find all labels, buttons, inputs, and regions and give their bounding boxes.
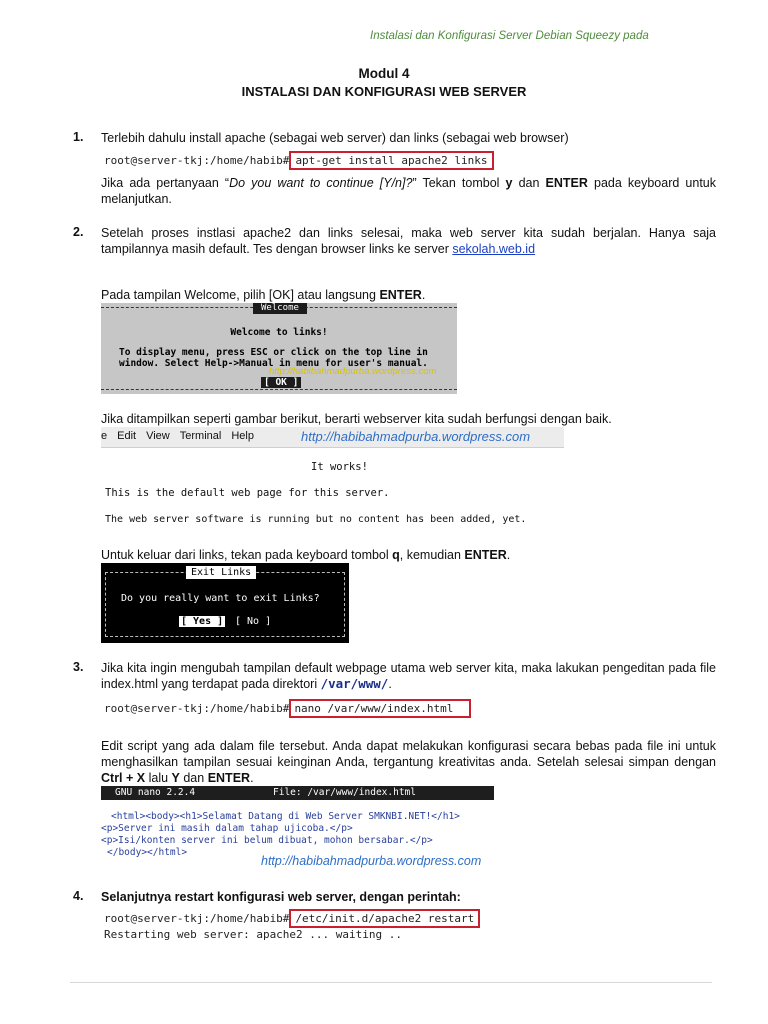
server-link[interactable]: sekolah.web.id bbox=[452, 242, 536, 256]
step-3-text bbox=[101, 660, 716, 692]
edit-instruction bbox=[101, 738, 716, 786]
note-text: pada keyboard untuk melanjutkan. bbox=[101, 176, 716, 206]
key-y: y bbox=[505, 176, 513, 190]
step-3-command-line bbox=[104, 699, 471, 718]
watermark: http://habibahmadpurba.wordpress.com bbox=[261, 854, 482, 868]
it-works-screenshot bbox=[101, 427, 564, 533]
links-welcome-screenshot bbox=[101, 303, 457, 394]
key-y: Y bbox=[171, 771, 180, 785]
exit-links-screenshot bbox=[101, 563, 349, 643]
step-2-number: 2. bbox=[73, 225, 84, 239]
step-1-command-line bbox=[104, 151, 494, 170]
nano-file: File: /var/www/index.html bbox=[273, 787, 416, 798]
code-line: <html><body><h1>Selamat Datang di Web Server SMKNBI.NET!</h1> bbox=[111, 811, 460, 822]
step-1-text: Terlebih dahulu install apache (sebagai web server) dan links (sebagai web browser) bbox=[101, 131, 569, 145]
exit-question: Do you really want to exit Links? bbox=[121, 593, 320, 604]
code-line: <p>Isi/konten server ini belum dibuat, mohon bersabar.</p> bbox=[101, 835, 433, 846]
highlighted-command: apt-get install apache2 links bbox=[289, 151, 493, 170]
step-3-number: 3. bbox=[73, 660, 84, 674]
note-text: dan bbox=[512, 176, 546, 190]
module-number: Modul 4 bbox=[358, 66, 410, 81]
module-title: INSTALASI DAN KONFIGURASI WEB SERVER bbox=[241, 84, 527, 99]
note-question: Do you want to continue [Y/n]? bbox=[229, 176, 413, 190]
watermark: http://habibahmadpurba.wordpress.com bbox=[269, 366, 437, 377]
directory-path: /var/www/ bbox=[320, 676, 389, 691]
dialog-border-left bbox=[105, 572, 106, 637]
text: . bbox=[388, 677, 392, 691]
welcome-line: window. Select Help->Manual in menu for user's manual. bbox=[119, 358, 428, 369]
text: Untuk keluar dari links, tekan pada keyboard tombol bbox=[101, 548, 393, 562]
menu-item-help[interactable]: Help bbox=[231, 430, 254, 442]
text: Pada tampilan Welcome, pilih bbox=[101, 288, 269, 302]
key-enter: ENTER bbox=[545, 176, 588, 190]
step-1-number: 1. bbox=[73, 130, 84, 144]
nano-editor-screenshot bbox=[101, 786, 494, 874]
welcome-instruction bbox=[101, 287, 716, 303]
code-line: <p>Server ini masih dalam tahap ujicoba.</p> bbox=[101, 823, 353, 834]
key-enter: ENTER bbox=[207, 771, 251, 785]
step-1-note bbox=[101, 175, 716, 207]
key-ctrl-x: Ctrl + X bbox=[101, 771, 146, 785]
dialog-border-right bbox=[344, 572, 345, 637]
ok-label: [OK] bbox=[268, 288, 294, 302]
no-button[interactable]: [ No ] bbox=[235, 616, 272, 627]
step-2-body: Setelah proses instlasi apache2 dan links selesai, maka web server kita sudah berjalan. Hanya saja tampilannya masih default. Tes dengan browser links ke server bbox=[101, 226, 716, 256]
text: , kemudian bbox=[399, 548, 465, 562]
dialog-border-bottom bbox=[105, 636, 345, 637]
step-4-text: Selanjutnya restart konfigurasi web server, dengan perintah: bbox=[101, 890, 461, 904]
shell-prompt: root@server-tkj:/home/habib# bbox=[104, 912, 290, 925]
exit-instruction bbox=[101, 547, 721, 563]
code-line: </body></html> bbox=[107, 847, 188, 858]
nano-version: GNU nano 2.2.4 bbox=[115, 787, 196, 798]
text: . bbox=[506, 548, 511, 562]
step-2-text bbox=[101, 225, 716, 257]
page-line: The web server software is running but no content has been added, yet. bbox=[105, 514, 527, 525]
welcome-line: To display menu, press ESC or click on the top line in bbox=[119, 347, 428, 358]
text: . bbox=[250, 771, 254, 785]
yes-button[interactable]: [ Yes ] bbox=[181, 616, 224, 627]
step-4-number: 4. bbox=[73, 889, 84, 903]
note-text: Jika ada pertanyaan “ bbox=[101, 176, 230, 190]
dialog-border-bottom bbox=[101, 389, 457, 390]
step-4-command-line bbox=[104, 909, 480, 928]
it-works-heading: It works! bbox=[311, 461, 368, 473]
ok-button[interactable]: [ OK ] bbox=[261, 377, 301, 388]
dialog-title: Welcome bbox=[253, 303, 307, 314]
text: Edit script yang ada dalam file tersebut. Anda dapat melakukan konfigurasi secara bebas pada file ini untuk menghasilkan tampilan sesuai keinginan Anda, tergantung kreativitas anda. Setelah selesai simpan dengan bbox=[101, 739, 716, 769]
menu-item-view[interactable]: View bbox=[146, 430, 170, 442]
step-3-body: Jika kita ingin mengubah tampilan default webpage utama web server kita, maka lakukan pengeditan pada file index.html yang terdapat pada direktori bbox=[101, 661, 716, 691]
menu-item[interactable]: e bbox=[101, 430, 108, 442]
running-header: Instalasi dan Konfigurasi Server Debian Squeezy pada bbox=[370, 30, 649, 42]
shell-prompt: root@server-tkj:/home/habib# bbox=[104, 154, 290, 167]
dialog-title: Exit Links bbox=[186, 566, 256, 579]
footer-divider bbox=[70, 982, 712, 983]
key-enter: ENTER bbox=[464, 548, 507, 562]
watermark: http://habibahmadpurba.wordpress.com bbox=[301, 429, 531, 444]
key-enter: ENTER bbox=[379, 288, 422, 302]
page-line: This is the default web page for this server. bbox=[105, 487, 390, 499]
menu-item-terminal[interactable]: Terminal bbox=[179, 430, 222, 442]
key-q: q bbox=[392, 548, 400, 562]
works-instruction: Jika ditampilkan seperti gambar berikut, berarti webserver kita sudah berfungsi dengan baik. bbox=[101, 412, 612, 426]
menu-item-edit[interactable]: Edit bbox=[117, 430, 137, 442]
text: lalu bbox=[145, 771, 172, 785]
welcome-line: Welcome to links! bbox=[230, 327, 328, 338]
shell-prompt: root@server-tkj:/home/habib# bbox=[104, 702, 290, 715]
text: dan bbox=[179, 771, 208, 785]
highlighted-command: /etc/init.d/apache2 restart bbox=[289, 909, 480, 928]
menu-items bbox=[101, 430, 254, 442]
note-text: ” Tekan tombol bbox=[412, 176, 506, 190]
text: . bbox=[421, 288, 426, 302]
text: atau langsung bbox=[293, 288, 380, 302]
highlighted-command: nano /var/www/index.html bbox=[289, 699, 471, 718]
restart-output: Restarting web server: apache2 ... waiting .. bbox=[104, 928, 403, 941]
